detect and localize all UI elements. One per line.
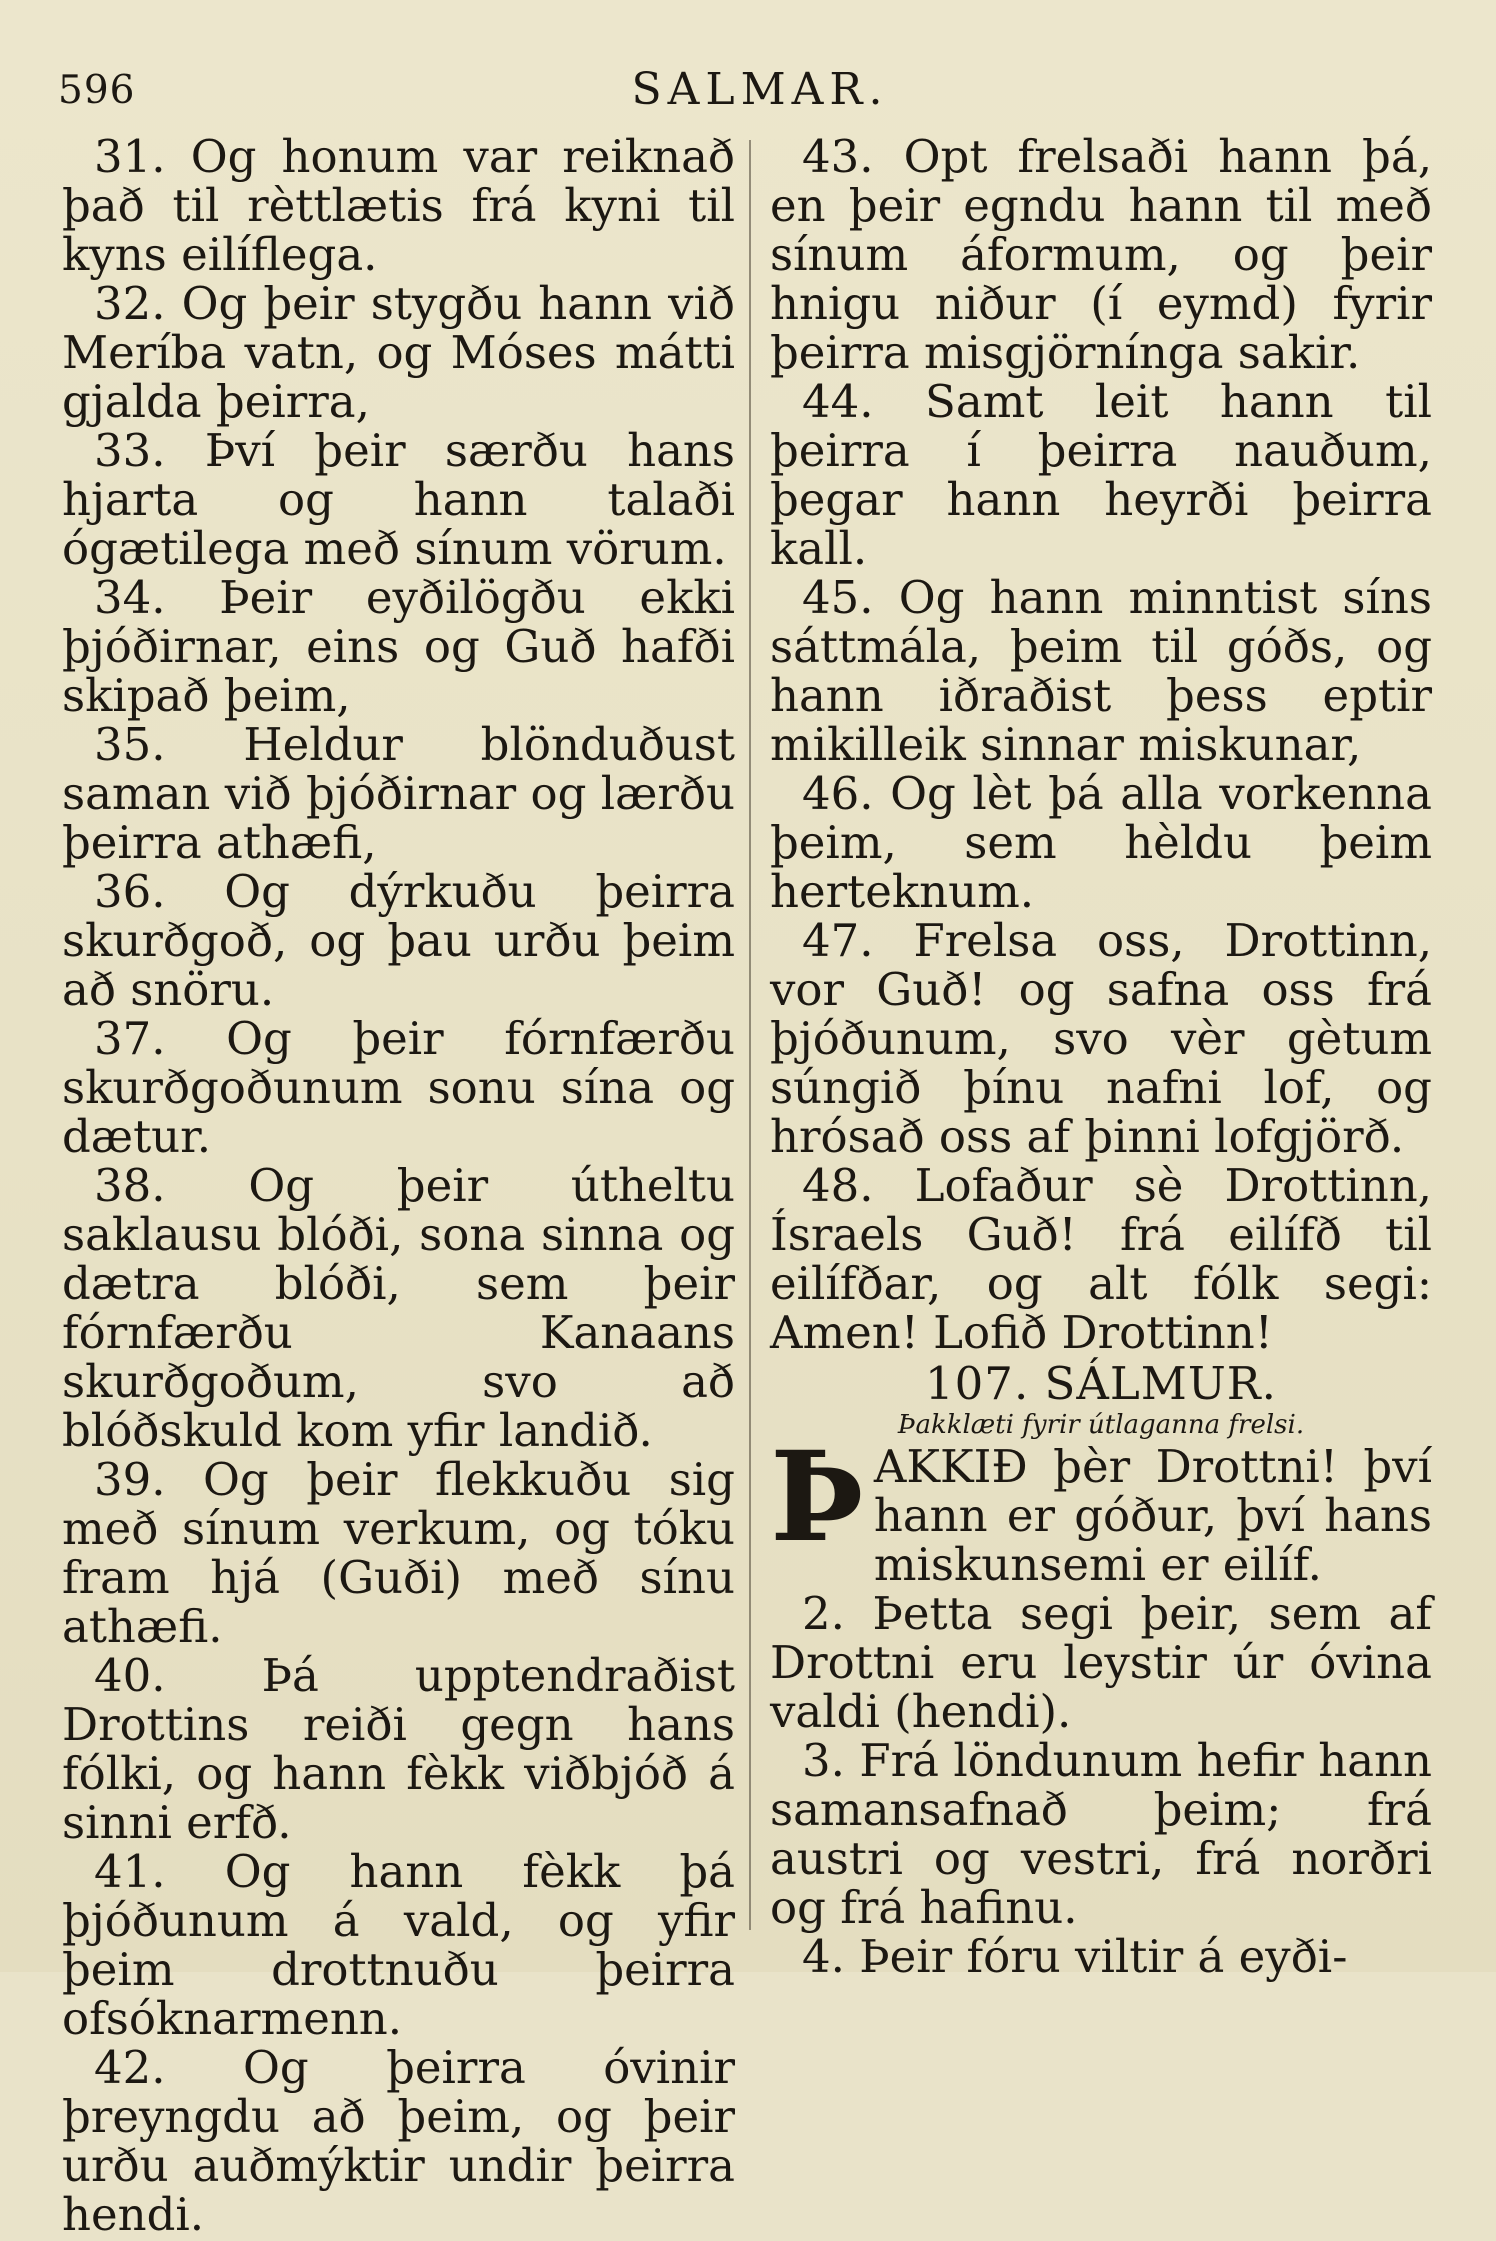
verse-46: 46. Og lèt þá alla vorkenna þeim, sem hèldu þeim herteknum. [770,767,1432,918]
verse-38: 38. Og þeir útheltu saklausu blóði, sona sinna og dætra blóði, sem þeir fórnfærðu Kanaans skurðgoðum, svo að blóðskuld kom yfir landið. [62,1159,735,1457]
verse-31: 31. Og honum var reiknað það til rèttlætis frá kyni til kyns eilíflega. [62,130,735,281]
psalm-title: 107. SÁLMUR. [925,1357,1277,1410]
psalm-verse-3: 3. Frá löndunum hefir hann samansafnað þeim; frá austri og vestri, frá norðri og frá hafinu. [770,1734,1432,1934]
verse-35: 35. Heldur blönduðust saman við þjóðirnar og lærðu þeirra athæfi, [62,718,735,869]
verse-34: 34. Þeir eyðilögðu ekki þjóðirnar, eins og Guð hafði skipað þeim, [62,571,735,722]
psalm-verse-4: 4. Þeir fóru viltir á eyði- [802,1930,1348,1983]
psalm-verse-2: 2. Þetta segi þeir, sem af Drottni eru leystir úr óvina valdi (hendi). [770,1587,1432,1738]
left-column [62,132,735,2239]
page-number: 596 [58,68,136,113]
column-divider [749,140,751,1930]
verse-36: 36. Og dýrkuðu þeirra skurðgoð, og þau urðu þeim að snöru. [62,865,735,1016]
running-title: SALMAR. [631,64,889,115]
page-header [0,60,1496,130]
drop-cap: Þ [770,1425,864,1570]
verse-37: 37. Og þeir fórnfærðu skurðgoðunum sonu sína og dætur. [62,1012,735,1163]
verse-39: 39. Og þeir flekkuðu sig með sínum verkum, og tóku fram hjá (Guði) með sínu athæfi. [62,1453,735,1653]
verse-42: 42. Og þeirra óvinir þreyngdu að þeim, og þeir urðu auðmýktir undir þeirra hendi. [62,2041,735,2241]
verse-33: 33. Því þeir særðu hans hjarta og hann talaði ógætilega með sínum vörum. [62,424,735,575]
verse-48: 48. Lofaður sè Drottinn, Ísraels Guð! frá eilífð til eilífðar, og alt fólk segi: Amen! Lofið Drottinn! [770,1159,1432,1359]
verse-44: 44. Samt leit hann til þeirra í þeirra nauðum, þegar hann heyrði þeirra kall. [770,375,1432,575]
verse-45: 45. Og hann minntist síns sáttmála, þeim til góðs, og hann iðraðist þess eptir mikilleik sinnar miskunar, [770,571,1432,771]
right-column [770,132,1432,1981]
verse-47: 47. Frelsa oss, Drottinn, vor Guð! og safna oss frá þjóðunum, svo vèr gètum súngið þínu nafni lof, og hrósað oss af þinni lofgjörð. [770,914,1432,1163]
first-verse-text: AKKIÐ þèr Drottni! því hann er góður, því hans miskunsemi er eilíf. [873,1440,1432,1591]
verse-40: 40. Þá upptendraðist Drottins reiði gegn hans fólki, og hann fèkk viðbjóð á sinni erfð. [62,1649,735,1849]
verse-43: 43. Opt frelsaði hann þá, en þeir egndu hann til með sínum áformum, og þeir hnigu niður (í eymd) fyrir þeirra misgjörnínga sakir. [770,130,1432,379]
psalm-subtitle: Þakklæti fyrir útlaganna frelsi. [897,1410,1305,1440]
verse-32: 32. Og þeir stygðu hann við Meríba vatn, og Móses mátti gjalda þeirra, [62,277,735,428]
verse-41: 41. Og hann fèkk þá þjóðunum á vald, og yfir þeim drottnuðu þeirra ofsóknarmenn. [62,1845,735,2045]
